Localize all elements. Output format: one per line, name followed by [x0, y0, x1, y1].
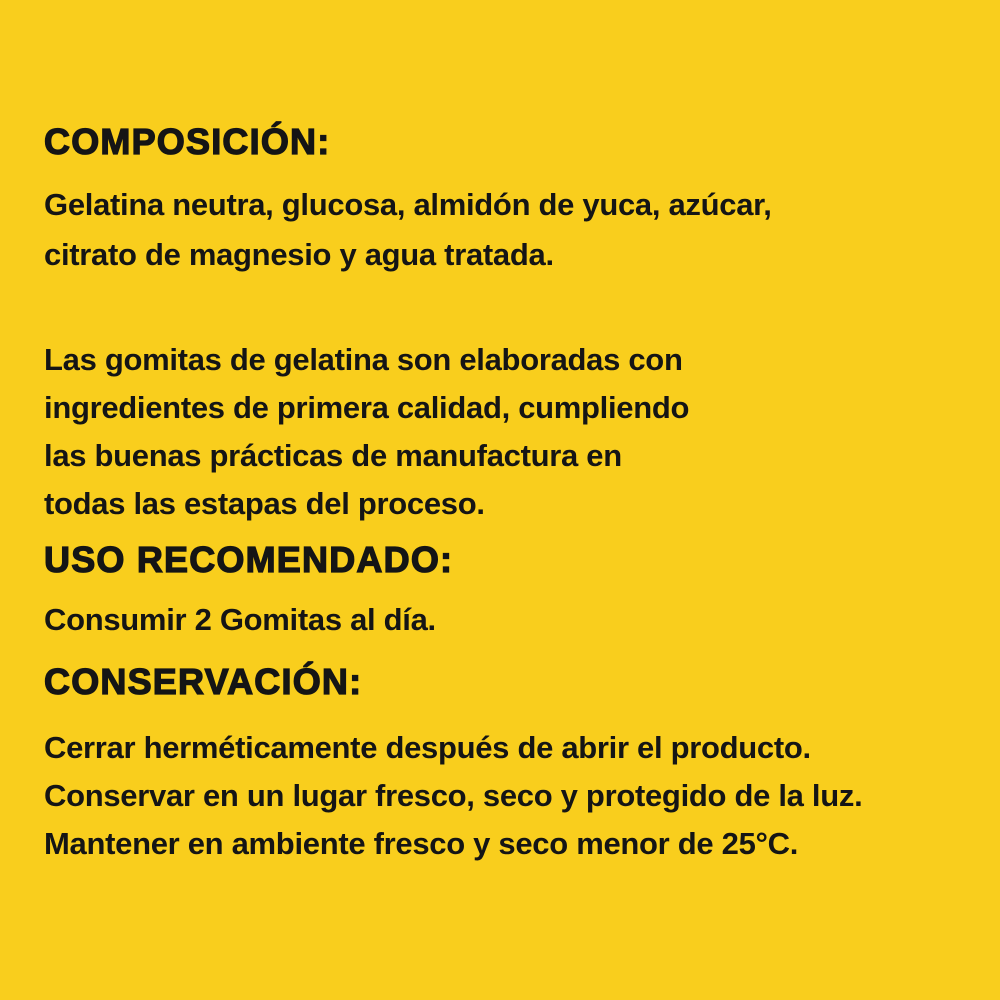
text-line: Gelatina neutra, glucosa, almidón de yuca, azúcar,: [44, 187, 772, 222]
text-line: todas las estapas del proceso.: [44, 486, 485, 521]
text-line: Conservar en un lugar fresco, seco y protegido de la luz.: [44, 778, 863, 813]
text-line: Consumir 2 Gomitas al día.: [44, 602, 436, 637]
conservacion-heading: CONSERVACIÓN:: [44, 661, 363, 702]
text-line: Cerrar herméticamente después de abrir el producto.: [44, 730, 811, 765]
uso-recomendado-body: [44, 596, 970, 644]
composicion-body: [44, 180, 970, 280]
conservacion-body: [44, 724, 970, 868]
text-line: ingredientes de primera calidad, cumpliendo: [44, 390, 690, 425]
text-line: las buenas prácticas de manufactura en: [44, 438, 622, 473]
composicion-heading: COMPOSICIÓN:: [44, 121, 331, 162]
uso-recomendado-heading: USO RECOMENDADO:: [44, 539, 454, 580]
quality-paragraph: [44, 336, 970, 528]
text-line: citrato de magnesio y agua tratada.: [44, 237, 554, 272]
text-line: Las gomitas de gelatina son elaboradas con: [44, 342, 683, 377]
text-line: Mantener en ambiente fresco y seco menor de 25°C.: [44, 826, 799, 861]
